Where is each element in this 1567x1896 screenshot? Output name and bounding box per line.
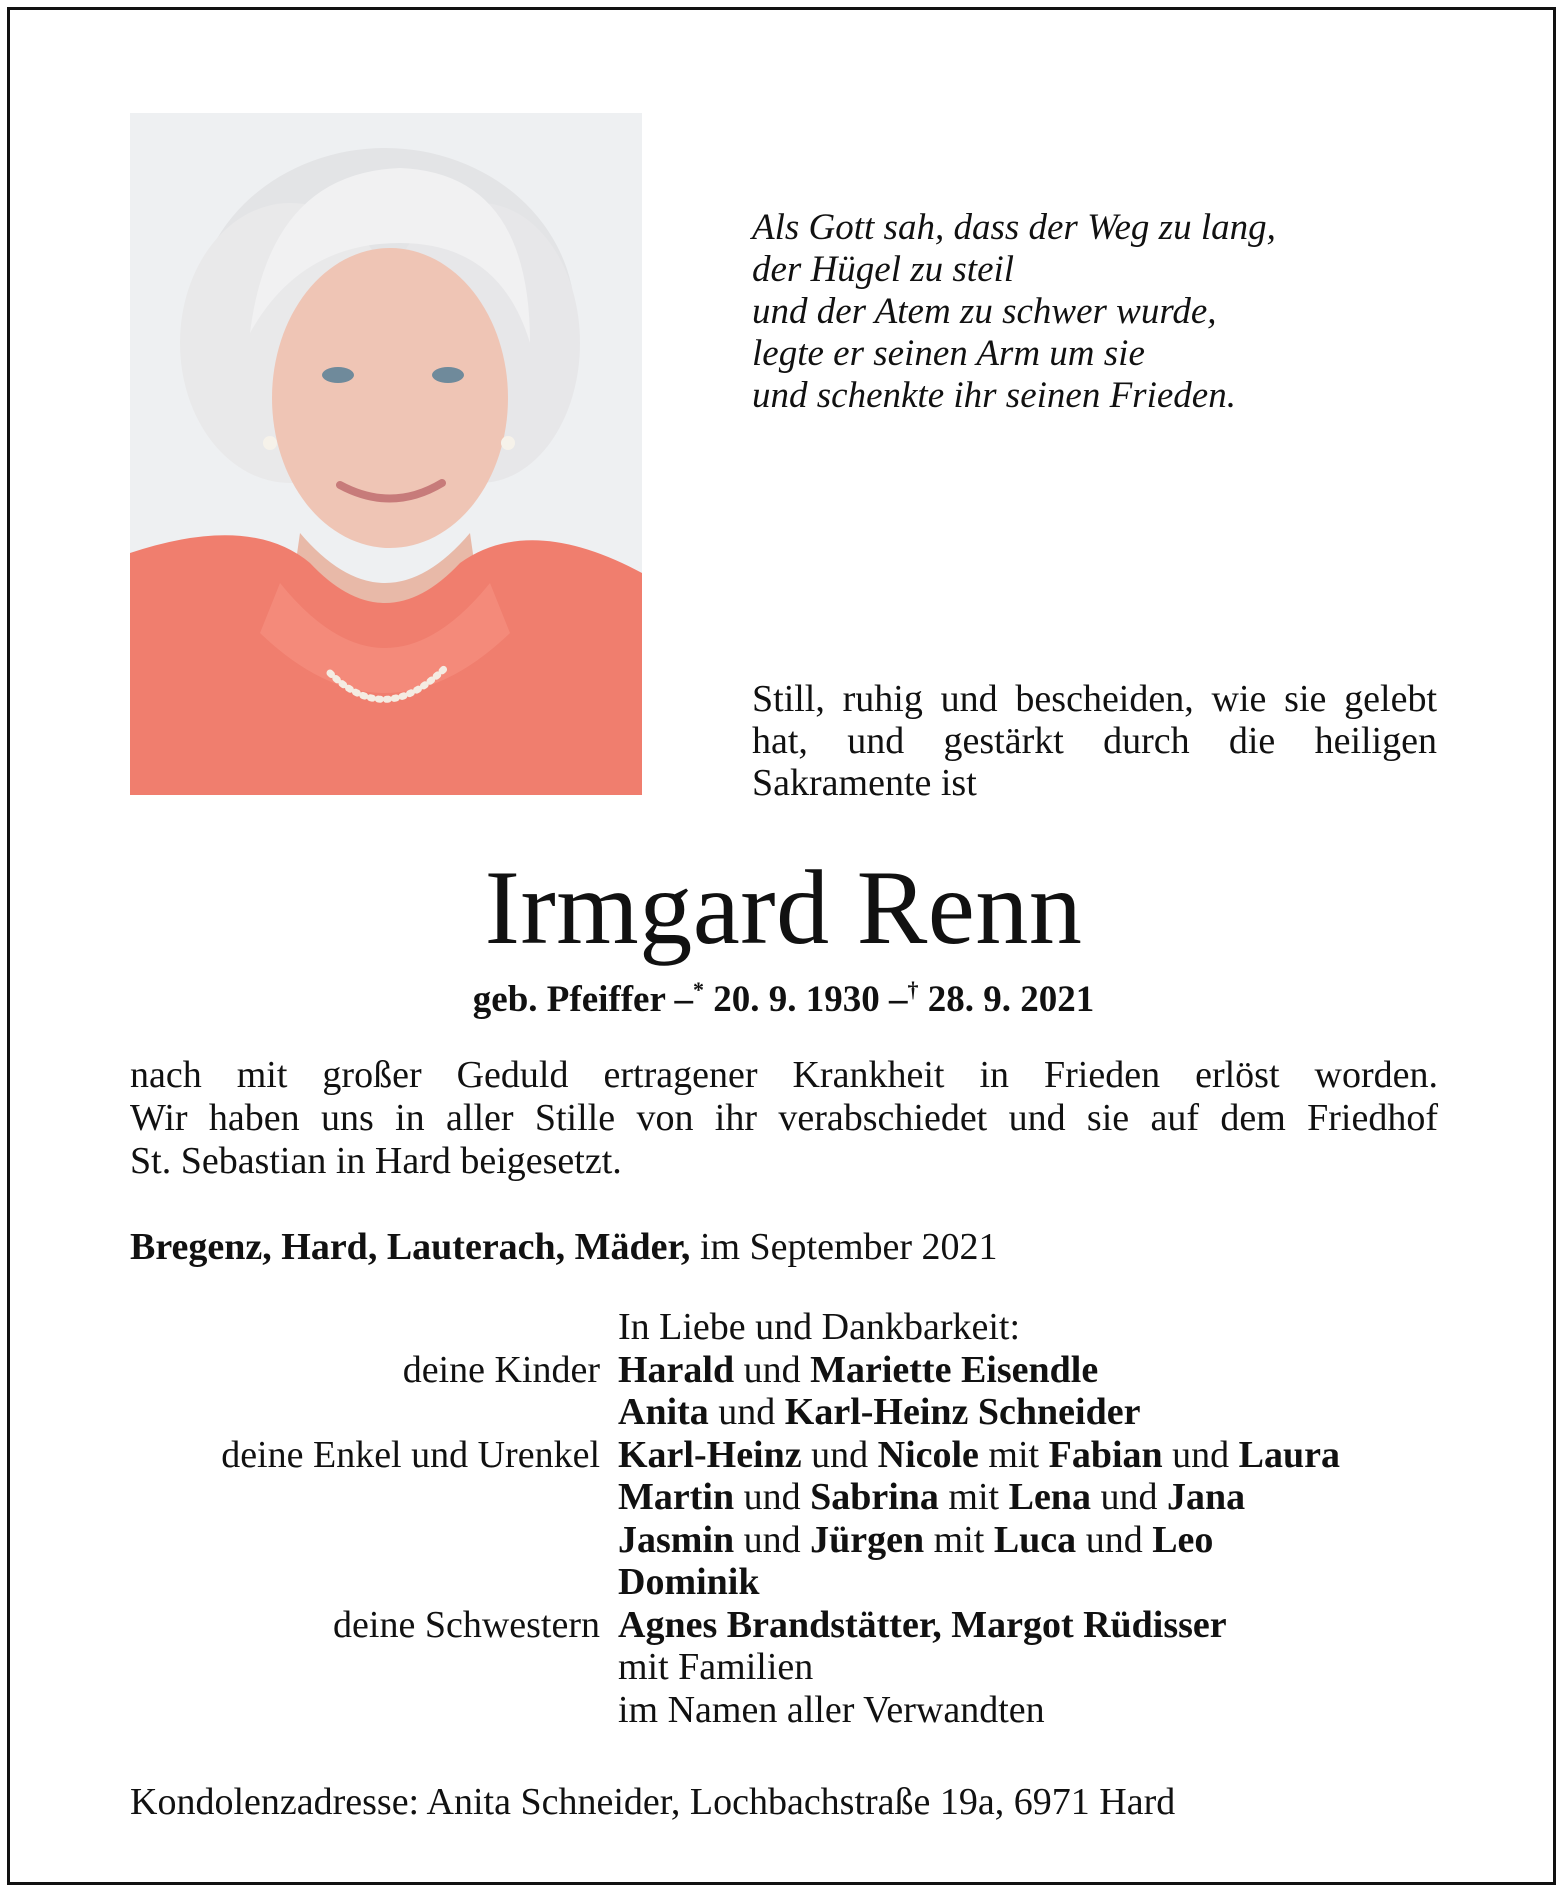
family-heading: In Liebe und Dankbarkeit: xyxy=(618,1306,1021,1348)
dash: – xyxy=(674,979,693,1020)
verwandte-line: im Namen aller Verwandten xyxy=(618,1688,1045,1731)
connector: mit xyxy=(924,1518,994,1561)
poem-line: legte er seinen Arm um sie xyxy=(752,333,1145,374)
family-line: Agnes Brandstätter, Margot Rüdisser xyxy=(618,1603,1227,1646)
schwestern-label: deine Schwestern xyxy=(333,1603,600,1646)
life-dates xyxy=(0,978,1567,1022)
connector: mit xyxy=(978,1433,1049,1476)
body-text xyxy=(130,1054,1438,1183)
poem-line: und schenkte ihr seinen Frieden. xyxy=(752,375,1236,416)
poem-line: Als Gott sah, dass der Weg zu lang, xyxy=(752,207,1276,248)
family-line xyxy=(618,1561,1440,1604)
connector: und xyxy=(801,1433,878,1476)
family-line xyxy=(618,1434,1440,1477)
family-line xyxy=(618,1391,1440,1434)
person-name: Sabrina xyxy=(810,1476,939,1518)
person-name: Mariette Eisendle xyxy=(810,1348,1099,1391)
person-name: Jürgen xyxy=(810,1518,925,1561)
person-name: Karl-Heinz xyxy=(618,1433,802,1476)
condolence-address: Kondolenzadresse: Anita Schneider, Lochbachstraße 19a, 6971 Hard xyxy=(130,1781,1176,1823)
person-name: Lena xyxy=(1008,1476,1091,1518)
connector: und xyxy=(734,1476,811,1518)
maiden-name: geb. Pfeiffer xyxy=(472,979,666,1020)
family-line xyxy=(618,1476,1440,1519)
intro-text: Still, ruhig und bescheiden, wie sie gelebt hat, und gestärkt durch die heiligen Sakramente ist xyxy=(752,678,1437,804)
places-date-line xyxy=(130,1225,1430,1269)
family-list xyxy=(130,1306,1440,1731)
person-name: Nicole xyxy=(877,1433,979,1476)
person-name: Fabian xyxy=(1048,1433,1163,1476)
connector: und xyxy=(1090,1476,1167,1518)
person-name: Dominik xyxy=(618,1561,760,1603)
kinder-label: deine Kinder xyxy=(402,1348,600,1391)
person-name: Jasmin xyxy=(618,1518,735,1561)
family-line xyxy=(618,1349,1440,1392)
connector: und xyxy=(708,1391,785,1433)
deceased-name: Irmgard Renn xyxy=(484,849,1083,966)
portrait-photo xyxy=(130,113,642,795)
mit-familien: mit Familien xyxy=(618,1646,814,1688)
death-date: 28. 9. 2021 xyxy=(927,979,1095,1020)
connector: und xyxy=(734,1348,811,1391)
person-name: Anita xyxy=(618,1391,709,1433)
dash: – xyxy=(888,979,908,1020)
person-name: Leo xyxy=(1152,1518,1214,1561)
connector: mit xyxy=(938,1476,1009,1518)
body-line: nach mit großer Geduld ertragener Krankheit in Frieden erlöst worden. xyxy=(130,1054,1438,1096)
poem-line: und der Atem zu schwer wurde, xyxy=(752,291,1217,332)
poem xyxy=(752,207,1472,417)
body-line: St. Sebastian in Hard beigesetzt. xyxy=(130,1140,622,1182)
connector: und xyxy=(1076,1518,1153,1561)
month: im September 2021 xyxy=(699,1226,998,1268)
person-name: Martin xyxy=(618,1476,735,1518)
person-name: Jana xyxy=(1166,1476,1246,1518)
family-line xyxy=(618,1519,1440,1562)
connector: und xyxy=(1162,1433,1239,1476)
birth-symbol: * xyxy=(692,977,704,1002)
places: Bregenz, Hard, Lauterach, Mäder, xyxy=(130,1226,691,1268)
person-name: Karl-Heinz Schneider xyxy=(784,1391,1141,1433)
person-name: Luca xyxy=(993,1518,1077,1561)
birth-date: 20. 9. 1930 xyxy=(713,979,880,1020)
person-name: Laura xyxy=(1238,1433,1341,1476)
death-symbol: † xyxy=(907,977,919,1002)
body-line: Wir haben uns in aller Stille von ihr verabschiedet und sie auf dem Friedhof xyxy=(130,1097,1438,1139)
connector: und xyxy=(734,1518,811,1561)
person-name: Harald xyxy=(618,1348,735,1391)
enkel-label: deine Enkel und Urenkel xyxy=(221,1433,600,1476)
poem-line: der Hügel zu steil xyxy=(752,249,1015,290)
